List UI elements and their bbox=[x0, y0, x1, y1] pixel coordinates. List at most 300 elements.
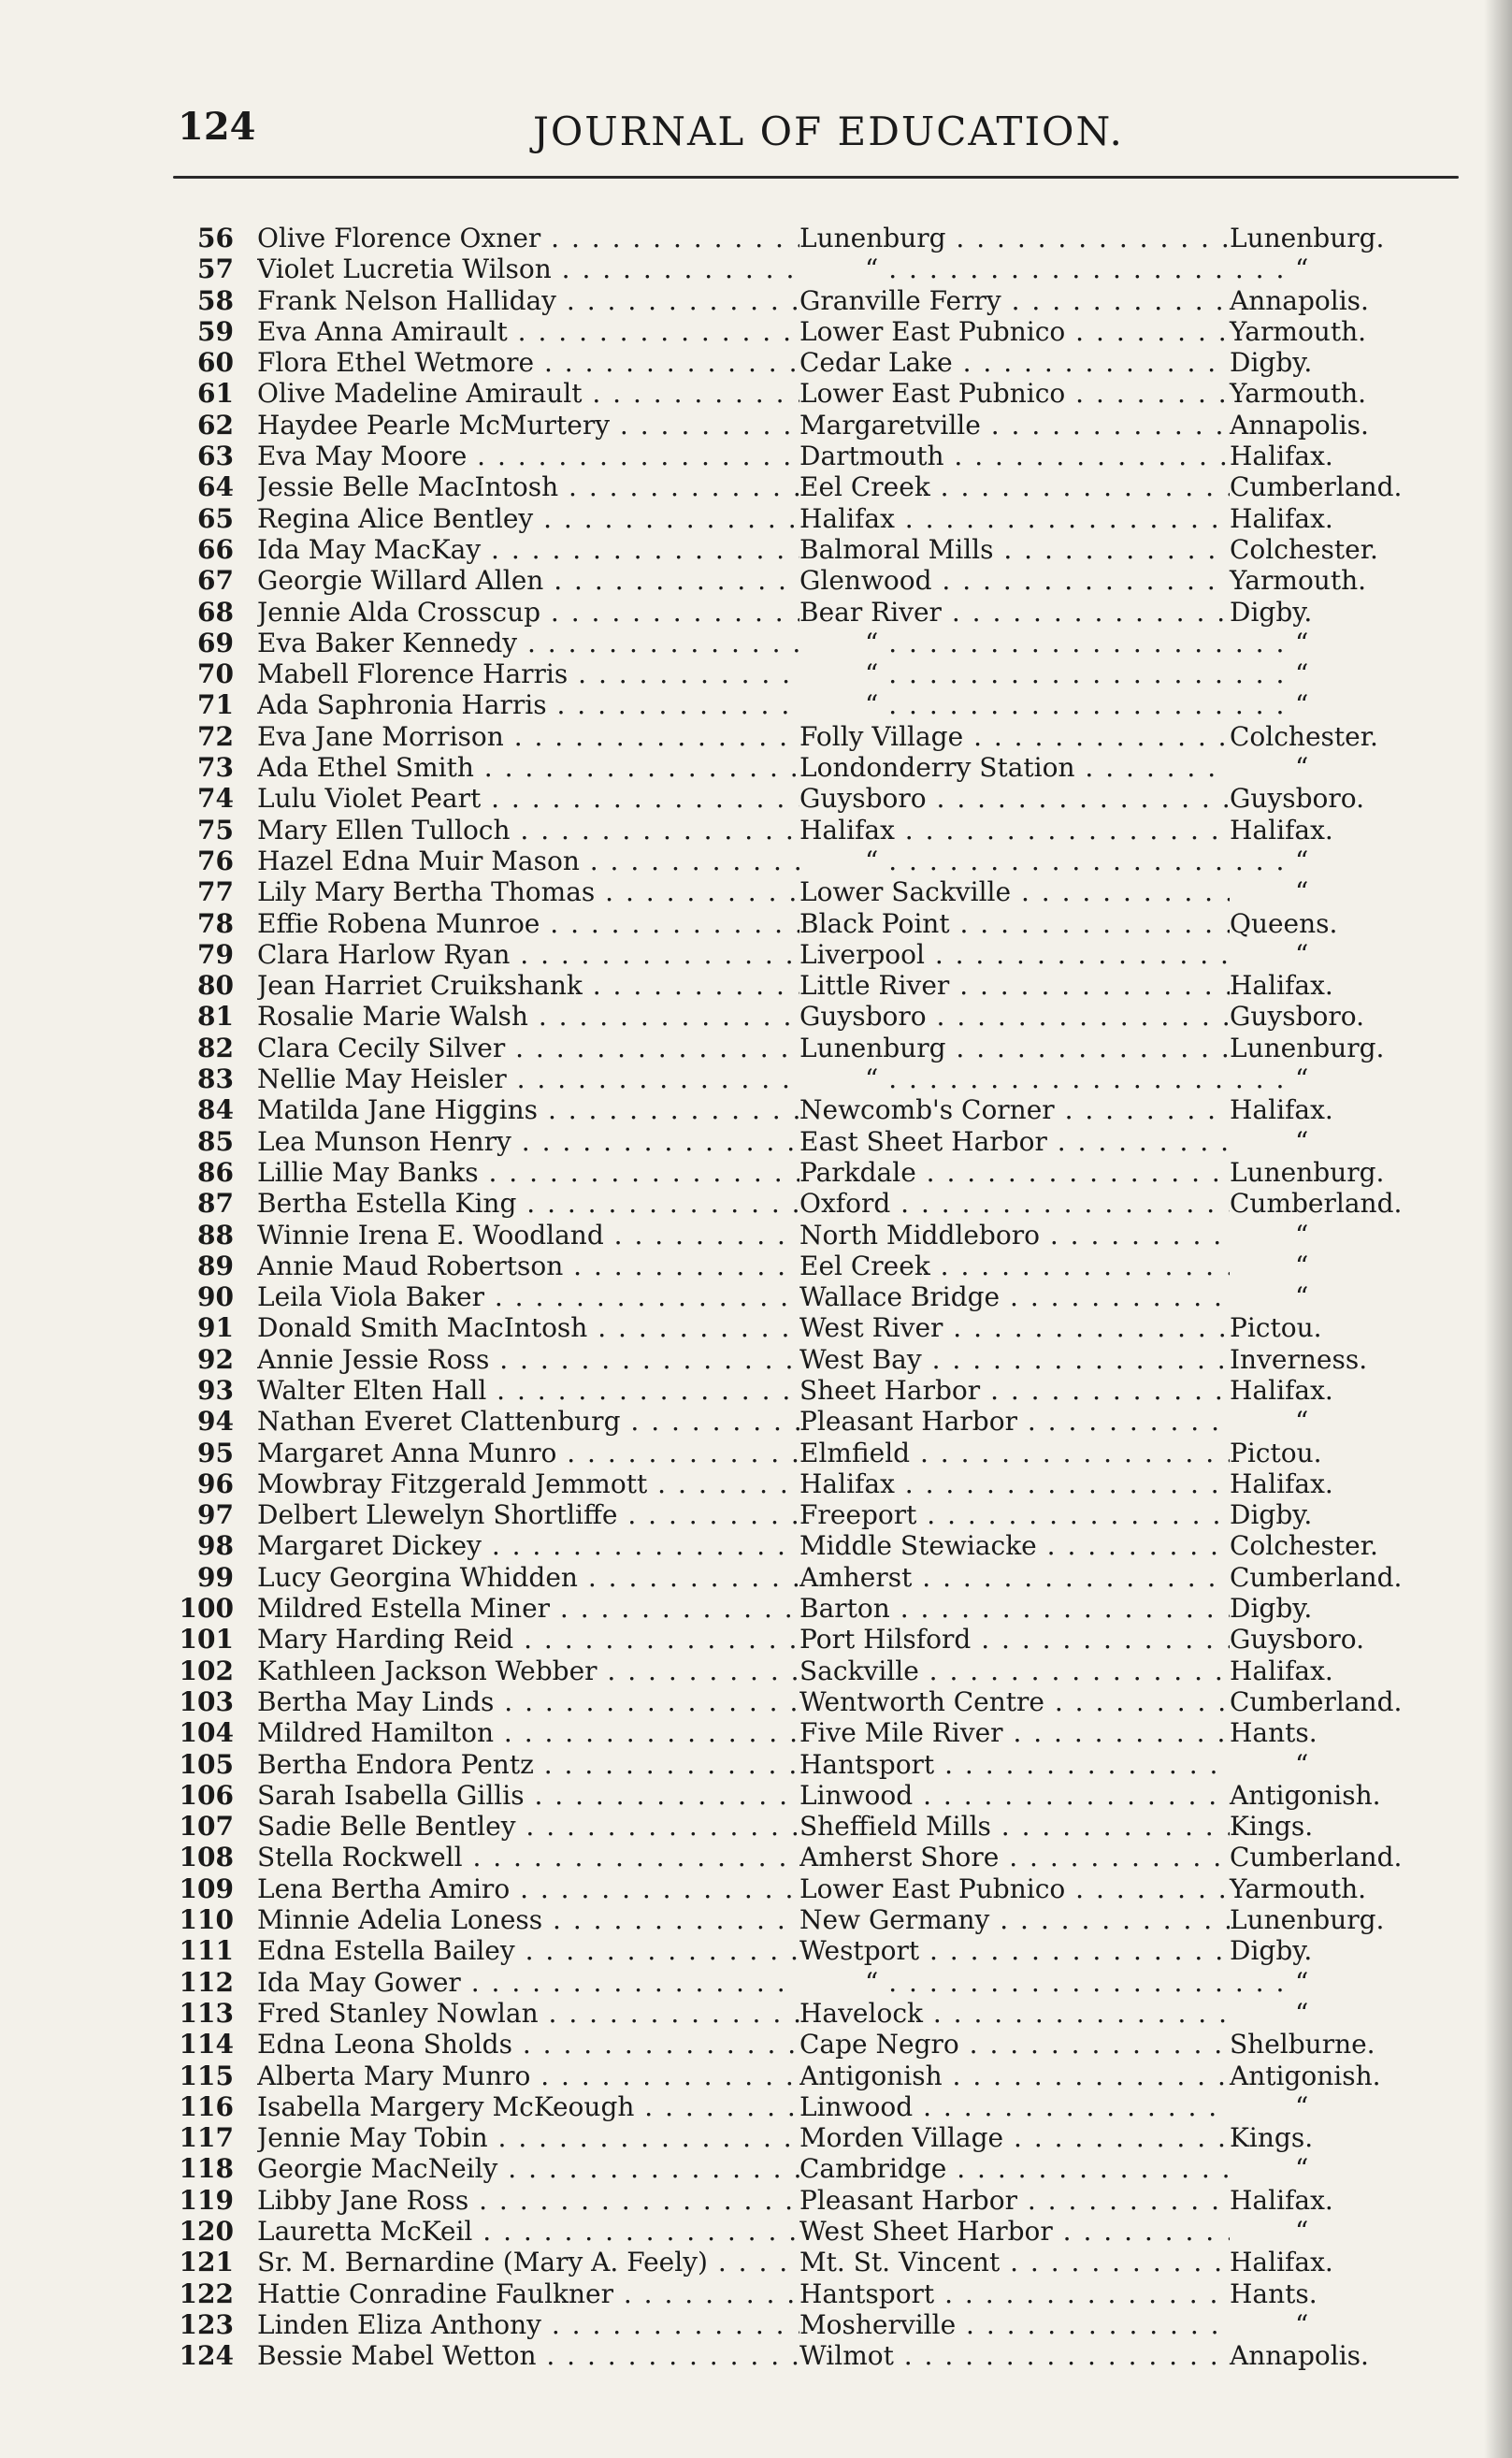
entry-number: 105 bbox=[179, 1748, 234, 1780]
entry-name: Lea Munson Henry . . . bbox=[257, 1126, 799, 1157]
entry-place: “ . . . bbox=[799, 846, 1295, 876]
entry-place: Little River . . . bbox=[799, 970, 1230, 1001]
entry-county: Lunenburg. bbox=[1230, 1032, 1385, 1063]
entry-county: Inverness. bbox=[1230, 1343, 1368, 1375]
entry-number: 85 bbox=[197, 1125, 234, 1157]
entry-name: Ada Ethel Smith . . . bbox=[257, 752, 799, 783]
entry-number: 87 bbox=[197, 1188, 234, 1220]
entry-place: “ . . . bbox=[799, 658, 1295, 689]
entry-place: Guysboro . . . bbox=[799, 783, 1230, 814]
entry-place: Cape Negro . . . bbox=[799, 2029, 1230, 2060]
entry-name: Jean Harriet Cruikshank . . . bbox=[257, 970, 799, 1001]
entry-name: Clara Harlow Ryan . . . bbox=[257, 939, 799, 970]
entry-place: Mt. St. Vincent . . . bbox=[799, 2247, 1230, 2277]
entry-number: 112 bbox=[179, 1966, 234, 1998]
entry-name: Ida May MacKay . . . bbox=[257, 534, 799, 565]
entry-number: 116 bbox=[179, 2090, 234, 2122]
entry-number: 103 bbox=[179, 1685, 234, 1717]
list-item bbox=[178, 970, 1412, 1001]
list-item bbox=[178, 1780, 1412, 1811]
entry-county: “ bbox=[1295, 2153, 1309, 2185]
entry-place: Mosherville . . . bbox=[799, 2309, 1230, 2340]
entry-name: Edna Leona Sholds . . . bbox=[257, 2029, 799, 2060]
entry-place: “ . . . bbox=[799, 628, 1295, 658]
entry-place: Sheffield Mills . . . bbox=[799, 1811, 1230, 1842]
entry-name: Effie Robena Munroe . . . bbox=[257, 908, 799, 939]
entry-number: 107 bbox=[179, 1811, 234, 1843]
entry-place: Hantsport . . . bbox=[799, 1749, 1230, 1780]
entry-number: 79 bbox=[197, 938, 234, 970]
entry-county: “ bbox=[1295, 938, 1309, 970]
entry-place: Cedar Lake . . . bbox=[799, 347, 1230, 378]
list-item bbox=[178, 1530, 1412, 1561]
entry-number: 100 bbox=[179, 1593, 234, 1625]
entry-number: 61 bbox=[197, 378, 234, 410]
entry-name: Minnie Adelia Loness . . . bbox=[257, 1904, 799, 1935]
entry-county: Digby. bbox=[1230, 596, 1313, 628]
graduate-list bbox=[178, 223, 1412, 2371]
list-item bbox=[178, 1344, 1412, 1375]
list-item bbox=[178, 1375, 1412, 1406]
entry-place: North Middleboro . . . bbox=[799, 1220, 1230, 1251]
entry-name: Jennie May Tobin . . . bbox=[257, 2122, 799, 2153]
entry-name: Eva Baker Kennedy . . . bbox=[257, 628, 799, 658]
entry-name: Flora Ethel Wetmore . . . bbox=[257, 347, 799, 378]
list-item bbox=[178, 1967, 1412, 1998]
entry-county: Hants. bbox=[1230, 1717, 1318, 1749]
entry-number: 65 bbox=[197, 502, 234, 534]
entry-county: “ bbox=[1295, 2090, 1309, 2122]
entry-county: “ bbox=[1295, 1281, 1309, 1313]
list-item bbox=[178, 1656, 1412, 1686]
entry-number: 117 bbox=[179, 2122, 234, 2154]
list-item bbox=[178, 1811, 1412, 1842]
entry-name: Donald Smith MacIntosh . . . bbox=[257, 1312, 799, 1343]
list-item bbox=[178, 2247, 1412, 2277]
entry-number: 110 bbox=[179, 1904, 234, 1936]
entry-county: Digby. bbox=[1230, 1499, 1313, 1531]
entry-county: “ bbox=[1295, 1966, 1309, 1998]
entry-place: Morden Village . . . bbox=[799, 2122, 1230, 2153]
list-item bbox=[178, 1499, 1412, 1530]
entry-county: Antigonish. bbox=[1230, 2060, 1381, 2091]
entry-place: Eel Creek . . . bbox=[799, 471, 1230, 502]
list-item bbox=[178, 471, 1412, 502]
list-item bbox=[178, 223, 1412, 253]
list-item bbox=[178, 783, 1412, 814]
list-item bbox=[178, 1686, 1412, 1717]
entry-number: 64 bbox=[197, 471, 234, 503]
entry-name: Jennie Alda Crosscup . . . bbox=[257, 597, 799, 628]
entry-name: Mary Harding Reid . . . bbox=[257, 1624, 799, 1655]
entry-place: Lower East Pubnico . . . bbox=[799, 316, 1230, 347]
page-number: 124 bbox=[178, 105, 256, 149]
entry-number: 118 bbox=[179, 2153, 234, 2185]
entry-county: Cumberland. bbox=[1230, 1685, 1403, 1717]
entry-name: Winnie Irena E. Woodland . . . bbox=[257, 1220, 799, 1251]
list-item bbox=[178, 2309, 1412, 2340]
entry-name: Rosalie Marie Walsh . . . bbox=[257, 1001, 799, 1032]
entry-number: 123 bbox=[179, 2308, 234, 2340]
entry-place: “ . . . bbox=[799, 689, 1295, 720]
entry-county: Guysboro. bbox=[1230, 1001, 1365, 1033]
entry-name: Fred Stanley Nowlan . . . bbox=[257, 1998, 799, 2029]
entry-place: Wilmot . . . bbox=[799, 2340, 1230, 2371]
entry-number: 91 bbox=[197, 1312, 234, 1344]
entry-number: 63 bbox=[197, 441, 234, 472]
entry-number: 86 bbox=[197, 1156, 234, 1188]
entry-county: Cumberland. bbox=[1230, 1842, 1403, 1873]
list-item bbox=[178, 908, 1412, 939]
entry-name: Matilda Jane Higgins . . . bbox=[257, 1094, 799, 1125]
entry-number: 57 bbox=[197, 253, 234, 285]
entry-place: Freeport . . . bbox=[799, 1499, 1230, 1530]
entry-place: Granville Ferry . . . bbox=[799, 285, 1230, 316]
entry-number: 78 bbox=[197, 907, 234, 939]
entry-place: Hantsport . . . bbox=[799, 2278, 1230, 2309]
entry-place: West Sheet Harbor . . . bbox=[799, 2216, 1230, 2247]
entry-name: Olive Florence Oxner . . . bbox=[257, 223, 799, 253]
entry-name: Eva Jane Morrison . . . bbox=[257, 721, 799, 752]
entry-number: 62 bbox=[197, 409, 234, 441]
entry-name: Mildred Estella Miner . . . bbox=[257, 1593, 799, 1624]
entry-county: Kings. bbox=[1230, 2122, 1314, 2154]
list-item bbox=[178, 1188, 1412, 1219]
entry-name: Mildred Hamilton . . . bbox=[257, 1717, 799, 1748]
entry-number: 59 bbox=[197, 315, 234, 347]
list-item bbox=[178, 2185, 1412, 2216]
entry-name: Hattie Conradine Faulkner . . . bbox=[257, 2278, 799, 2309]
entry-number: 111 bbox=[179, 1935, 234, 1967]
list-item bbox=[178, 1157, 1412, 1188]
entry-number: 93 bbox=[197, 1374, 234, 1406]
list-item bbox=[178, 2278, 1412, 2309]
list-item bbox=[178, 1126, 1412, 1157]
entry-number: 75 bbox=[197, 814, 234, 846]
entry-number: 121 bbox=[179, 2247, 234, 2278]
list-item bbox=[178, 752, 1412, 783]
entry-number: 80 bbox=[197, 970, 234, 1002]
entry-number: 115 bbox=[179, 2060, 234, 2091]
entry-number: 108 bbox=[179, 1842, 234, 1873]
entry-name: Violet Lucretia Wilson . . . bbox=[257, 253, 799, 284]
list-item bbox=[178, 1001, 1412, 1032]
entry-name: Bertha May Linds . . . bbox=[257, 1686, 799, 1717]
entry-place: Folly Village . . . bbox=[799, 721, 1230, 752]
entry-name: Stella Rockwell . . . bbox=[257, 1842, 799, 1872]
list-item bbox=[178, 689, 1412, 720]
list-item bbox=[178, 1593, 1412, 1624]
entry-place: Lunenburg . . . bbox=[799, 223, 1230, 253]
entry-county: Colchester. bbox=[1230, 720, 1378, 752]
entry-name: Frank Nelson Halliday . . . bbox=[257, 285, 799, 316]
entry-place: Barton . . . bbox=[799, 1593, 1230, 1624]
list-item bbox=[178, 1094, 1412, 1125]
entry-number: 82 bbox=[197, 1032, 234, 1063]
entry-number: 120 bbox=[179, 2216, 234, 2247]
entry-county: Cumberland. bbox=[1230, 1561, 1403, 1593]
entry-place: Amherst . . . bbox=[799, 1562, 1230, 1593]
entry-county: Colchester. bbox=[1230, 533, 1378, 565]
entry-number: 69 bbox=[197, 627, 234, 658]
entry-county: Halifax. bbox=[1230, 1655, 1333, 1686]
list-item bbox=[178, 939, 1412, 970]
entry-name: Bessie Mabel Wetton . . . bbox=[257, 2340, 799, 2371]
entry-county: “ bbox=[1295, 876, 1309, 908]
entry-number: 67 bbox=[197, 565, 234, 597]
entry-number: 72 bbox=[197, 720, 234, 752]
entry-number: 66 bbox=[197, 533, 234, 565]
entry-number: 114 bbox=[179, 2029, 234, 2060]
entry-name: Alberta Mary Munro . . . bbox=[257, 2060, 799, 2091]
entry-county: Halifax. bbox=[1230, 1374, 1333, 1406]
entry-place: West Bay . . . bbox=[799, 1344, 1230, 1375]
list-item bbox=[178, 378, 1412, 409]
entry-name: Haydee Pearle McMurtery . . . bbox=[257, 410, 799, 441]
list-item bbox=[178, 1717, 1412, 1748]
entry-place: Port Hilsford . . . bbox=[799, 1624, 1230, 1655]
entry-name: Kathleen Jackson Webber . . . bbox=[257, 1656, 799, 1686]
list-item bbox=[178, 2340, 1412, 2371]
entry-county: Halifax. bbox=[1230, 814, 1333, 846]
list-item bbox=[178, 441, 1412, 471]
entry-place: Amherst Shore . . . bbox=[799, 1842, 1230, 1872]
entry-place: Linwood . . . bbox=[799, 1780, 1230, 1811]
entry-number: 101 bbox=[179, 1624, 234, 1656]
entry-county: Yarmouth. bbox=[1230, 315, 1367, 347]
entry-place: Westport . . . bbox=[799, 1935, 1230, 1966]
list-item bbox=[178, 2216, 1412, 2247]
entry-place: Halifax . . . bbox=[799, 1468, 1230, 1499]
list-item bbox=[178, 658, 1412, 689]
entry-place: Liverpool . . . bbox=[799, 939, 1230, 970]
entry-county: Halifax. bbox=[1230, 441, 1333, 472]
entry-county: Yarmouth. bbox=[1230, 378, 1367, 410]
entry-county: “ bbox=[1295, 2308, 1309, 2340]
entry-name: Clara Cecily Silver . . . bbox=[257, 1033, 799, 1063]
entry-name: Hazel Edna Muir Mason . . . bbox=[257, 846, 799, 876]
entry-county: “ bbox=[1295, 1997, 1309, 2029]
entry-number: 90 bbox=[197, 1281, 234, 1313]
list-item bbox=[178, 1935, 1412, 1966]
entry-number: 119 bbox=[179, 2184, 234, 2216]
entry-county: Hants. bbox=[1230, 2277, 1318, 2309]
entry-place: Black Point . . . bbox=[799, 908, 1230, 939]
entry-name: Libby Jane Ross . . . bbox=[257, 2185, 799, 2216]
entry-name: Nathan Everet Clattenburg . . . bbox=[257, 1406, 799, 1437]
entry-place: Balmoral Mills . . . bbox=[799, 534, 1230, 565]
entry-place: Margaretville . . . bbox=[799, 410, 1230, 441]
entry-number: 56 bbox=[197, 223, 234, 253]
entry-county: “ bbox=[1295, 689, 1309, 721]
entry-name: Mabell Florence Harris . . . bbox=[257, 658, 799, 689]
list-item bbox=[178, 1468, 1412, 1499]
list-item bbox=[178, 2029, 1412, 2060]
list-item bbox=[178, 2091, 1412, 2122]
entry-place: Dartmouth . . . bbox=[799, 441, 1230, 471]
entry-place: Havelock . . . bbox=[799, 1998, 1230, 2029]
entry-name: Eva May Moore . . . bbox=[257, 441, 799, 471]
entry-number: 81 bbox=[197, 1001, 234, 1033]
entry-county: Annapolis. bbox=[1230, 2340, 1369, 2372]
list-item bbox=[178, 1624, 1412, 1655]
entry-name: Lily Mary Bertha Thomas . . . bbox=[257, 876, 799, 907]
entry-place: New Germany . . . bbox=[799, 1904, 1230, 1935]
list-item bbox=[178, 1873, 1412, 1904]
entry-county: Colchester. bbox=[1230, 1530, 1378, 1562]
page-header bbox=[178, 105, 1459, 170]
entry-number: 106 bbox=[179, 1779, 234, 1811]
list-item bbox=[178, 503, 1412, 534]
entry-place: Bear River . . . bbox=[799, 597, 1230, 628]
entry-county: Digby. bbox=[1230, 1935, 1313, 1967]
entry-number: 104 bbox=[179, 1717, 234, 1749]
entry-name: Delbert Llewelyn Shortliffe . . . bbox=[257, 1499, 799, 1530]
entry-county: Kings. bbox=[1230, 1811, 1314, 1843]
list-item bbox=[178, 1220, 1412, 1251]
entry-name: Bertha Endora Pentz . . . bbox=[257, 1749, 799, 1780]
entry-name: Olive Madeline Amirault . . . bbox=[257, 378, 799, 409]
entry-county: Pictou. bbox=[1230, 1312, 1322, 1344]
entry-county: “ bbox=[1295, 1748, 1309, 1780]
list-item bbox=[178, 2060, 1412, 2091]
entry-name: Nellie May Heisler . . . bbox=[257, 1063, 799, 1094]
list-item bbox=[178, 876, 1412, 907]
entry-county: “ bbox=[1295, 1125, 1309, 1157]
list-item bbox=[178, 1063, 1412, 1094]
entry-name: Ida May Gower . . . bbox=[257, 1967, 799, 1998]
entry-number: 98 bbox=[197, 1530, 234, 1562]
list-item bbox=[178, 316, 1412, 347]
entry-county: Pictou. bbox=[1230, 1437, 1322, 1468]
entry-place: Newcomb's Corner . . . bbox=[799, 1094, 1230, 1125]
entry-number: 94 bbox=[197, 1406, 234, 1438]
entry-name: Sr. M. Bernardine (Mary A. Feely) . . . bbox=[257, 2247, 799, 2277]
entry-number: 73 bbox=[197, 752, 234, 784]
entry-place: East Sheet Harbor . . . bbox=[799, 1126, 1230, 1157]
entry-name: Lucy Georgina Whidden . . . bbox=[257, 1562, 799, 1593]
entry-county: Lunenburg. bbox=[1230, 1904, 1385, 1936]
entry-county: Annapolis. bbox=[1230, 409, 1369, 441]
entry-county: “ bbox=[1295, 253, 1309, 285]
entry-number: 70 bbox=[197, 658, 234, 690]
list-item bbox=[178, 2153, 1412, 2184]
list-item bbox=[178, 846, 1412, 876]
entry-number: 109 bbox=[179, 1872, 234, 1904]
list-item bbox=[178, 253, 1412, 284]
list-item bbox=[178, 1998, 1412, 2029]
entry-name: Bertha Estella King . . . bbox=[257, 1188, 799, 1219]
entry-number: 97 bbox=[197, 1499, 234, 1531]
entry-county: Halifax. bbox=[1230, 2247, 1333, 2278]
entry-county: Cumberland. bbox=[1230, 471, 1403, 503]
entry-name: Margaret Anna Munro . . . bbox=[257, 1438, 799, 1468]
entry-county: Halifax. bbox=[1230, 1094, 1333, 1126]
entry-number: 92 bbox=[197, 1343, 234, 1375]
entry-place: Glenwood . . . bbox=[799, 565, 1230, 596]
list-item bbox=[178, 1438, 1412, 1468]
entry-name: Jessie Belle MacIntosh . . . bbox=[257, 471, 799, 502]
entry-county: Annapolis. bbox=[1230, 284, 1369, 316]
entry-number: 95 bbox=[197, 1437, 234, 1468]
entry-number: 102 bbox=[179, 1655, 234, 1686]
entry-number: 68 bbox=[197, 596, 234, 628]
list-item bbox=[178, 534, 1412, 565]
entry-county: Lunenburg. bbox=[1230, 223, 1385, 253]
list-item bbox=[178, 1406, 1412, 1437]
entry-county: Halifax. bbox=[1230, 502, 1333, 534]
entry-name: Lulu Violet Peart . . . bbox=[257, 783, 799, 814]
entry-name: Leila Viola Baker . . . bbox=[257, 1281, 799, 1312]
entry-place: Elmfield . . . bbox=[799, 1438, 1230, 1468]
entry-name: Georgie MacNeily . . . bbox=[257, 2153, 799, 2184]
entry-number: 122 bbox=[179, 2277, 234, 2309]
entry-place: Cambridge . . . bbox=[799, 2153, 1230, 2184]
entry-place: Halifax . . . bbox=[799, 815, 1230, 846]
entry-name: Isabella Margery McKeough . . . bbox=[257, 2091, 799, 2122]
entry-county: Cumberland. bbox=[1230, 1188, 1403, 1220]
entry-place: Lower East Pubnico . . . bbox=[799, 378, 1230, 409]
entry-name: Ada Saphronia Harris . . . bbox=[257, 689, 799, 720]
entry-place: Lower Sackville . . . bbox=[799, 876, 1230, 907]
entry-county: Guysboro. bbox=[1230, 1624, 1365, 1656]
entry-name: Lauretta McKeil . . . bbox=[257, 2216, 799, 2247]
entry-place: Lunenburg . . . bbox=[799, 1033, 1230, 1063]
entry-number: 84 bbox=[197, 1094, 234, 1126]
list-item bbox=[178, 1312, 1412, 1343]
entry-county: “ bbox=[1295, 658, 1309, 690]
list-item bbox=[178, 597, 1412, 628]
entry-place: Londonderry Station . . . bbox=[799, 752, 1230, 783]
page-edge-shadow bbox=[1484, 0, 1512, 2458]
entry-county: Shelburne. bbox=[1230, 2029, 1375, 2060]
list-item bbox=[178, 2122, 1412, 2153]
entry-place: Guysboro . . . bbox=[799, 1001, 1230, 1032]
entry-place: Wallace Bridge . . . bbox=[799, 1281, 1230, 1312]
entry-number: 89 bbox=[197, 1250, 234, 1281]
entry-place: Pleasant Harbor . . . bbox=[799, 1406, 1230, 1437]
entry-number: 74 bbox=[197, 783, 234, 815]
entry-county: “ bbox=[1295, 845, 1309, 876]
entry-name: Walter Elten Hall . . . bbox=[257, 1375, 799, 1406]
entry-number: 99 bbox=[197, 1561, 234, 1593]
list-item bbox=[178, 815, 1412, 846]
entry-county: “ bbox=[1295, 2216, 1309, 2247]
entry-place: Oxford . . . bbox=[799, 1188, 1230, 1219]
entry-county: Lunenburg. bbox=[1230, 1156, 1385, 1188]
entry-county: “ bbox=[1295, 627, 1309, 658]
entry-place: “ . . . bbox=[799, 1967, 1295, 1998]
entry-county: “ bbox=[1295, 1250, 1309, 1281]
entry-county: Yarmouth. bbox=[1230, 1872, 1367, 1904]
list-item bbox=[178, 721, 1412, 752]
list-item bbox=[178, 1281, 1412, 1312]
list-item bbox=[178, 628, 1412, 658]
entry-county: Guysboro. bbox=[1230, 783, 1365, 815]
entry-place: Linwood . . . bbox=[799, 2091, 1230, 2122]
entry-name: Sadie Belle Bentley . . . bbox=[257, 1811, 799, 1842]
entry-county: “ bbox=[1295, 1219, 1309, 1251]
entry-county: “ bbox=[1295, 1063, 1309, 1095]
entry-county: Digby. bbox=[1230, 347, 1313, 379]
entry-place: Antigonish . . . bbox=[799, 2060, 1230, 2091]
entry-name: Annie Jessie Ross . . . bbox=[257, 1344, 799, 1375]
list-item bbox=[178, 1749, 1412, 1780]
list-item bbox=[178, 1033, 1412, 1063]
entry-number: 88 bbox=[197, 1219, 234, 1251]
entry-place: Wentworth Centre . . . bbox=[799, 1686, 1230, 1717]
list-item bbox=[178, 565, 1412, 596]
